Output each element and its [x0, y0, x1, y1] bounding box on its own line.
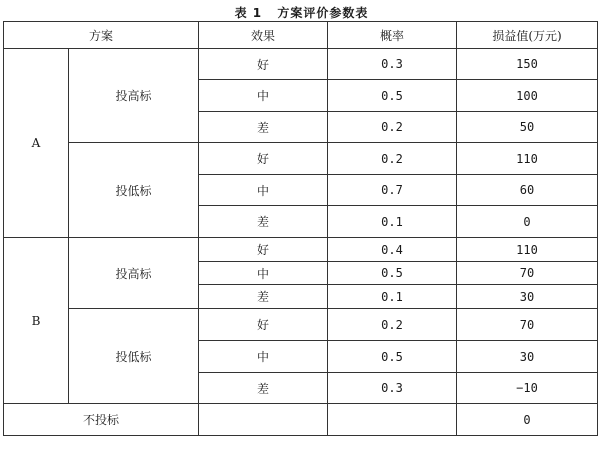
probability-cell: 0.3: [328, 373, 457, 404]
value-cell: 30: [457, 285, 598, 309]
probability-cell: 0.2: [328, 112, 457, 143]
plan-a-low-bid: 投低标: [69, 143, 199, 238]
probability-cell: [328, 404, 457, 436]
table-caption: [0, 4, 603, 21]
plan-evaluation-table: [3, 21, 598, 436]
value-cell: −10: [457, 373, 598, 404]
plan-b-label: B: [4, 238, 69, 404]
probability-cell: 0.2: [328, 143, 457, 175]
effect-cell: 好: [199, 238, 328, 262]
effect-cell: 中: [199, 80, 328, 112]
value-cell: 110: [457, 143, 598, 175]
effect-cell: 中: [199, 262, 328, 285]
plan-b-high-bid: 投高标: [69, 238, 199, 309]
table-row: [4, 143, 598, 175]
probability-cell: 0.7: [328, 175, 457, 206]
no-bid-label: 不投标: [4, 404, 199, 436]
plan-a-high-bid: 投高标: [69, 49, 199, 143]
effect-cell: 中: [199, 175, 328, 206]
effect-cell: 差: [199, 373, 328, 404]
probability-cell: 0.5: [328, 262, 457, 285]
value-cell: 30: [457, 341, 598, 373]
table-row: [4, 49, 598, 80]
plan-a-label: A: [4, 49, 69, 238]
value-cell: 60: [457, 175, 598, 206]
effect-cell: 差: [199, 112, 328, 143]
table-title: 方案评价参数表: [277, 6, 369, 20]
table-row: [4, 238, 598, 262]
plan-b-low-bid: 投低标: [69, 309, 199, 404]
value-cell: 70: [457, 262, 598, 285]
probability-cell: 0.3: [328, 49, 457, 80]
effect-cell: 差: [199, 206, 328, 238]
header-value: 损益值(万元): [457, 22, 598, 49]
effect-cell: 好: [199, 309, 328, 341]
value-cell: 0: [457, 206, 598, 238]
value-cell: 0: [457, 404, 598, 436]
value-cell: 50: [457, 112, 598, 143]
probability-cell: 0.1: [328, 285, 457, 309]
probability-cell: 0.5: [328, 80, 457, 112]
effect-cell: 好: [199, 143, 328, 175]
value-cell: 100: [457, 80, 598, 112]
table-number: 表 1: [234, 6, 263, 20]
value-cell: 150: [457, 49, 598, 80]
effect-cell: [199, 404, 328, 436]
table-row: [4, 309, 598, 341]
effect-cell: 差: [199, 285, 328, 309]
value-cell: 70: [457, 309, 598, 341]
table-row: [4, 404, 598, 436]
header-plan: 方案: [4, 22, 199, 49]
probability-cell: 0.5: [328, 341, 457, 373]
effect-cell: 中: [199, 341, 328, 373]
probability-cell: 0.1: [328, 206, 457, 238]
header-effect: 效果: [199, 22, 328, 49]
header-row: [4, 22, 598, 49]
effect-cell: 好: [199, 49, 328, 80]
probability-cell: 0.2: [328, 309, 457, 341]
probability-cell: 0.4: [328, 238, 457, 262]
header-probability: 概率: [328, 22, 457, 49]
value-cell: 110: [457, 238, 598, 262]
